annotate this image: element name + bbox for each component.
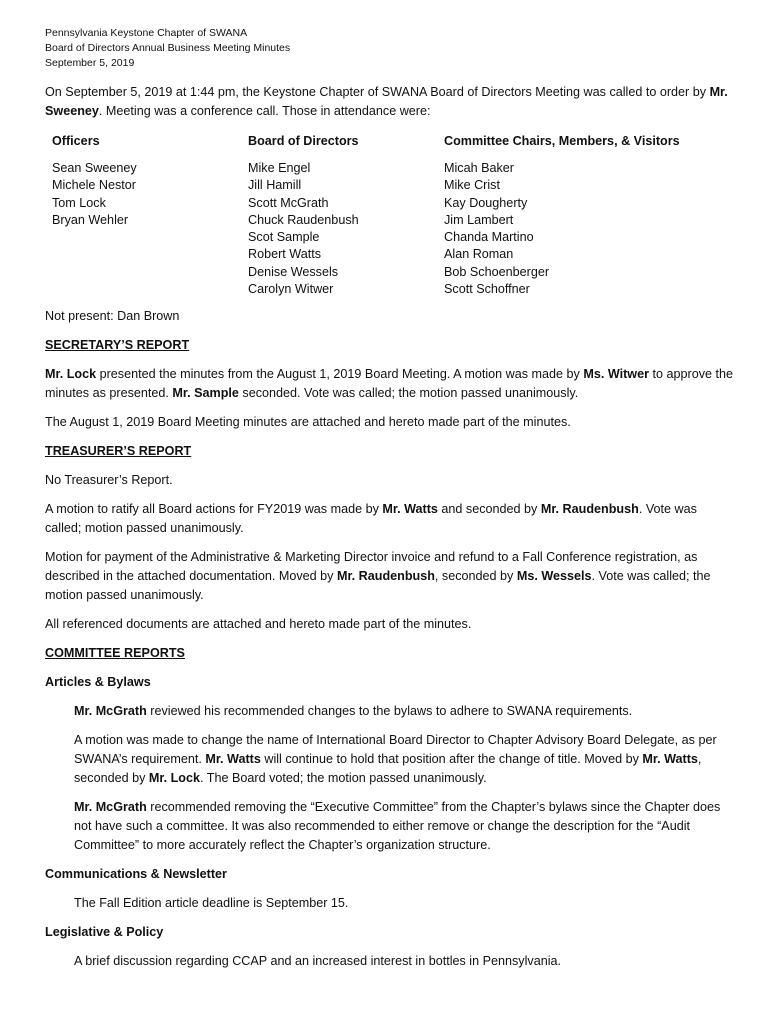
document-date: September 5, 2019 (45, 57, 135, 69)
document-header (45, 26, 290, 71)
person-name: Mr. Watts (642, 752, 698, 766)
paragraph-text: . The Board voted; the motion passed unanimously. (200, 771, 487, 785)
intro-text: On September 5, 2019 at 1:44 pm, the Keystone Chapter of SWANA Board of Directors Meeting was called to order by (45, 85, 710, 99)
communications-paragraph: The Fall Edition article deadline is September 15. (74, 896, 349, 910)
chapter-name: Pennsylvania Keystone Chapter of SWANA (45, 27, 248, 39)
board-member-name: Scot Sample (248, 230, 320, 245)
officers-column (52, 131, 137, 229)
treasurer-paragraph: No Treasurer’s Report. (45, 473, 173, 487)
committee-member-name: Kay Dougherty (444, 195, 528, 210)
committee-member-name: Scott Schoffner (444, 282, 530, 297)
intro-paragraph (45, 83, 735, 121)
paragraph-text: . Vote was called; motion passed unanimously. (45, 502, 697, 535)
legislative-paragraph: A brief discussion regarding CCAP and an increased interest in bottles in Pennsylvania. (74, 954, 562, 968)
paragraph-text: to approve the minutes as presented. (45, 367, 734, 400)
board-member-name: Jill Hamill (248, 178, 302, 193)
paragraph-text: seconded. Vote was called; the motion passed unanimously. (238, 386, 579, 400)
minutes-body (45, 307, 735, 981)
board-header: Board of Directors (248, 134, 359, 148)
person-name: Ms. Wessels (516, 569, 592, 583)
committee-member-name: Micah Baker (444, 161, 514, 175)
secretary-paragraph (45, 365, 735, 403)
officer-name: Sean Sweeney (52, 161, 137, 175)
communications-heading: Communications & Newsletter (45, 867, 227, 881)
paragraph-text: Motion for payment of the Administrative & Marketing Director invoice and refund to a Fall Conference registration, as described in the attached documentation. Moved by (45, 550, 698, 583)
secretary-paragraph: The August 1, 2019 Board Meeting minutes are attached and hereto made part of the minutes. (45, 415, 571, 429)
committee-member-name: Mike Crist (444, 178, 500, 193)
committee-member-name: Bob Schoenberger (444, 264, 550, 279)
officers-header: Officers (52, 134, 100, 148)
person-name: Mr. Watts (382, 502, 438, 516)
person-name: Mr. Raudenbush (540, 502, 639, 516)
board-member-name: Denise Wessels (248, 264, 339, 279)
articles-bylaws-heading: Articles & Bylaws (45, 675, 151, 689)
presiding-name: Mr. Sweeney (45, 85, 728, 118)
articles-paragraph (45, 731, 735, 788)
officer-name: Tom Lock (52, 195, 106, 210)
committee-column (444, 131, 680, 298)
person-name: Mr. Sample (172, 386, 239, 400)
person-name: Mr. Watts (205, 752, 261, 766)
secretary-report-heading: SECRETARY’S REPORT (45, 338, 190, 352)
board-member-name: Scott McGrath (248, 195, 329, 210)
committee-reports-heading: COMMITTEE REPORTS (45, 646, 185, 660)
board-member-name: Robert Watts (248, 247, 322, 262)
document-title: Board of Directors Annual Business Meeting Minutes (45, 42, 291, 54)
treasurer-paragraph: All referenced documents are attached and hereto made part of the minutes. (45, 617, 472, 631)
person-name: Mr. Raudenbush (336, 569, 435, 583)
treasurer-paragraph (45, 548, 735, 605)
board-column (248, 131, 359, 298)
paragraph-text: A motion to ratify all Board actions for FY2019 was made by (45, 502, 383, 516)
committee-member-name: Alan Roman (444, 247, 514, 262)
person-name: Mr. McGrath (74, 704, 147, 718)
treasurer-paragraph (45, 500, 735, 538)
paragraph-text: A motion was made to change the name of International Board Director to Chapter Advisory Board Delegate, as per SWANA’s requirement. (74, 733, 717, 766)
paragraph-text: and seconded by (437, 502, 541, 516)
paragraph-text: , seconded by (434, 569, 517, 583)
officer-name: Bryan Wehler (52, 212, 129, 227)
paragraph-text: recommended removing the “Executive Committee” from the Chapter’s bylaws since the Chapter does not have such a committee. It was also recommended to either remove or change the description for the “Audit Committee” to more accurately reflect the Chapter’s organization structure. (74, 800, 721, 852)
board-member-name: Carolyn Witwer (248, 282, 334, 297)
person-name: Mr. Lock (148, 771, 201, 785)
person-name: Mr. Lock (45, 367, 97, 381)
articles-paragraph (45, 702, 735, 721)
person-name: Ms. Witwer (583, 367, 650, 381)
paragraph-text: will continue to hold that position after the change of title. Moved by (260, 752, 643, 766)
intro-text-end: . Meeting was a conference call. Those in attendance were: (98, 104, 431, 118)
articles-paragraph (45, 798, 735, 855)
officer-name: Michele Nestor (52, 178, 136, 193)
paragraph-text: reviewed his recommended changes to the bylaws to adhere to SWANA requirements. (146, 704, 633, 718)
treasurer-report-heading: TREASURER’S REPORT (45, 444, 192, 458)
paragraph-text: , seconded by (74, 752, 702, 785)
committee-member-name: Chanda Martino (444, 230, 534, 245)
paragraph-text: presented the minutes from the August 1, 2019 Board Meeting. A motion was made by (96, 367, 584, 381)
board-member-name: Mike Engel (248, 161, 311, 175)
committee-member-name: Jim Lambert (444, 212, 514, 227)
legislative-heading: Legislative & Policy (45, 925, 164, 939)
board-member-name: Chuck Raudenbush (248, 212, 359, 227)
person-name: Mr. McGrath (74, 800, 147, 814)
not-present: Not present: Dan Brown (45, 309, 180, 323)
committee-header: Committee Chairs, Members, & Visitors (444, 134, 680, 148)
paragraph-text: . Vote was called; the motion passed unanimously. (45, 569, 711, 602)
